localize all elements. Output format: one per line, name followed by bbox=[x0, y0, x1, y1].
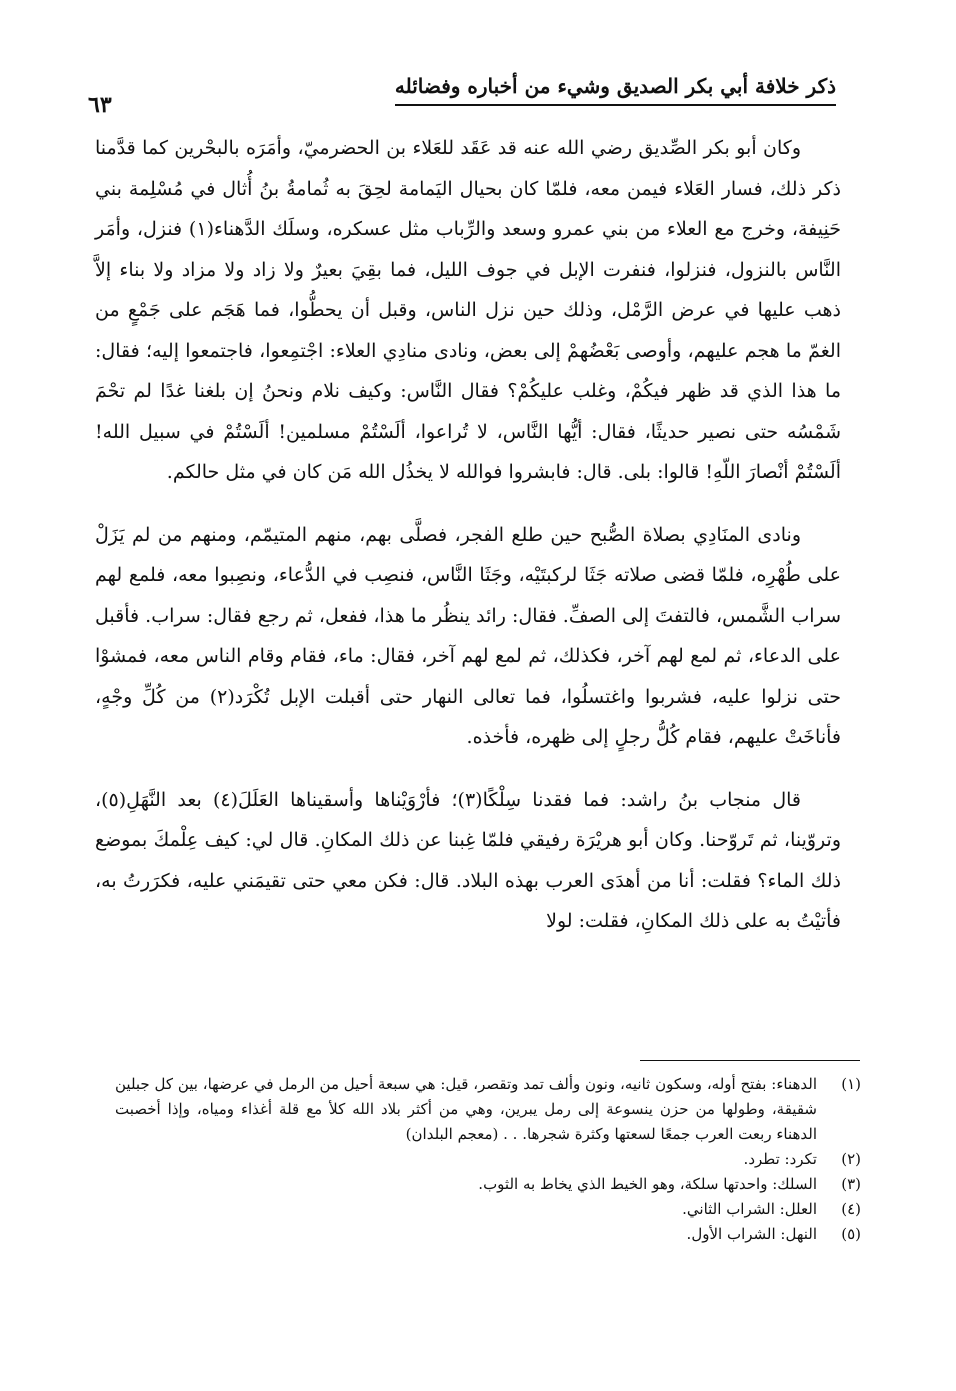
paragraph: وكان أبو بكر الصِّديق رضي الله عنه قد عَقَد للعَلاء بن الحضرميّ، وأمَرَه بالبحْرين كما قدَّمنا ذكر ذلك، فسار العَلاء فيمن معه، فلمّا كان بحيال اليَمامة لحِقَ به ثُمامةُ بنُ أُثال في مُسْلِمة بني حَنِيفة، وخرج مع العلاء من بني عمرو وسعد والرِّباب مثل عسكره، وسلَك الدَّهناء(١) فنزل، وأمَر النَّاس بالنزول، فنزلوا، فنفرت الإبل في جوف الليل، فما بقِيَ بعيرٌ ولا زاد ولا مزاد ولا بناء إلاَّ ذهب عليها في عرض الرَّمْل، وذلك حين نزل الناس، وقبل أن يحطُّوا، فما هَجَم على جَمْعٍ من الغمّ ما هجم عليهم، وأوصى بَعْضُهمْ إلى بعض، ونادى منادِي العلاء: اجْتمِعوا، فاجتمعوا إليه؛ فقال: ما هذا الذي قد ظهر فيكُمْ، وغلب عليكُمْ؟ فقال النَّاس: وكيف نلام ونحنُ إن بلغنا غدًا لم تحْمَ شَمْسُه حتى نصير حديثًا، فقال: أيُّها النَّاس، لا تُراعوا، ألَسْتُمْ مسلمين! ألَسْتُمْ في سبيل الله! ألَسْتُمْ أنْصارَ اللّهِ! قالوا: بلى. قال: فابشروا فوالله لا يخذُل الله مَن كان في مثل حالكم. bbox=[95, 137, 841, 483]
paragraph: قال منجاب بنُ راشد: فما فقدنا سِلْكًا(٣)؛ فأرْوَيْناها وأسقيناها العَلَلَ(٤) بعد النَّهَلِ(٥)، وتروّينا، ثم تَروّحنا. وكان أبو هريْرَة رفيقي فلمّا غِبنا عن ذلك المكانِ. قال لي: كيف عِلْمكَ بموضع ذلك الماء؟ فقلت: أنا من أهدَى العرب بهذه البلاد. قال: فكن معي حتى تقيمَني عليه، فكرَرتُ به، فأتيْتُ به على ذلك المكانِ، فقلت: لولا bbox=[95, 788, 841, 932]
footnote-number: (٤) bbox=[841, 1200, 861, 1218]
footnote bbox=[115, 1147, 861, 1172]
footnote bbox=[115, 1197, 861, 1222]
footnote bbox=[115, 1222, 861, 1247]
footnote bbox=[115, 1072, 861, 1147]
footnotes bbox=[115, 1072, 861, 1247]
footnote-divider bbox=[640, 1060, 860, 1061]
running-header-title: ذكر خلافة أبي بكر الصديق وشيء من أخباره وفضائله bbox=[395, 74, 836, 106]
footnote-text: الدهناء: بفتح أوله، وسكون ثانيه، ونون وألف تمد وتقصر، قيل: هي سبعة أحيل من الرمل في عرضها، بين كل جبلين شقيقة، وطولها من حزن ينسوعة إلى رمل يبرين، وهي من أكثر بلاد الله كلأ مع قلة أغذاء ومياه، وإذا أخصبت الدهناء ربعت العرب جمعًا لسعتها وكثرة شجرها. . . (معجم البلدان) bbox=[115, 1075, 817, 1143]
footnote-number: (٥) bbox=[841, 1225, 861, 1243]
paragraph: ونادى المنَادِي بصلاة الصُّبح حين طلع الفجر، فصلَّى بهم، منهم المتيمّم، ومنهم من لم يَزَلْ على طُهْرِه، فلمّا قضى صلاته جَثَا لركبتَيْه، وجَثَا النَّاس، فنصِب في الدُّعاء، ونصِبوا معه، فلمع لهم سراب الشَّمس، فالتفتَ إلى الصفِّ. فقال: رائد ينظُر ما هذا، ففعل، ثم رجع فقال: سراب. فأقبل على الدعاء، ثم لمع لهم آخر، فكذلك، ثم لمع لهم آخر، فقال: ماء، فقام وقام الناس معه، فمشوْا حتى نزلوا عليه، فشربوا واغتسلُوا، فما تعالى النهار حتى أقبلت الإبل تُكْرَد(٢) من كُلِّ وجْهٍ، فأناخَتْ عليهم، فقام كُلُّ رجلٍ إلى ظهره، فأخذه. bbox=[95, 523, 841, 748]
footnote-text: العلل: الشراب الثاني. bbox=[682, 1200, 817, 1218]
page-number: ٦٣ bbox=[88, 92, 112, 118]
footnote-text: السلك: واحدتها سلكة، وهو الخيط الذي يخاط به الثوب. bbox=[478, 1175, 817, 1193]
main-text bbox=[95, 128, 841, 942]
footnote-number: (٢) bbox=[841, 1150, 861, 1168]
footnote-number: (٣) bbox=[841, 1175, 861, 1193]
footnote-number: (١) bbox=[841, 1075, 861, 1093]
footnote-text: النهل: الشراب الأول. bbox=[686, 1225, 817, 1243]
footnote-text: تكرد: تطرد. bbox=[743, 1150, 817, 1168]
footnote bbox=[115, 1172, 861, 1197]
